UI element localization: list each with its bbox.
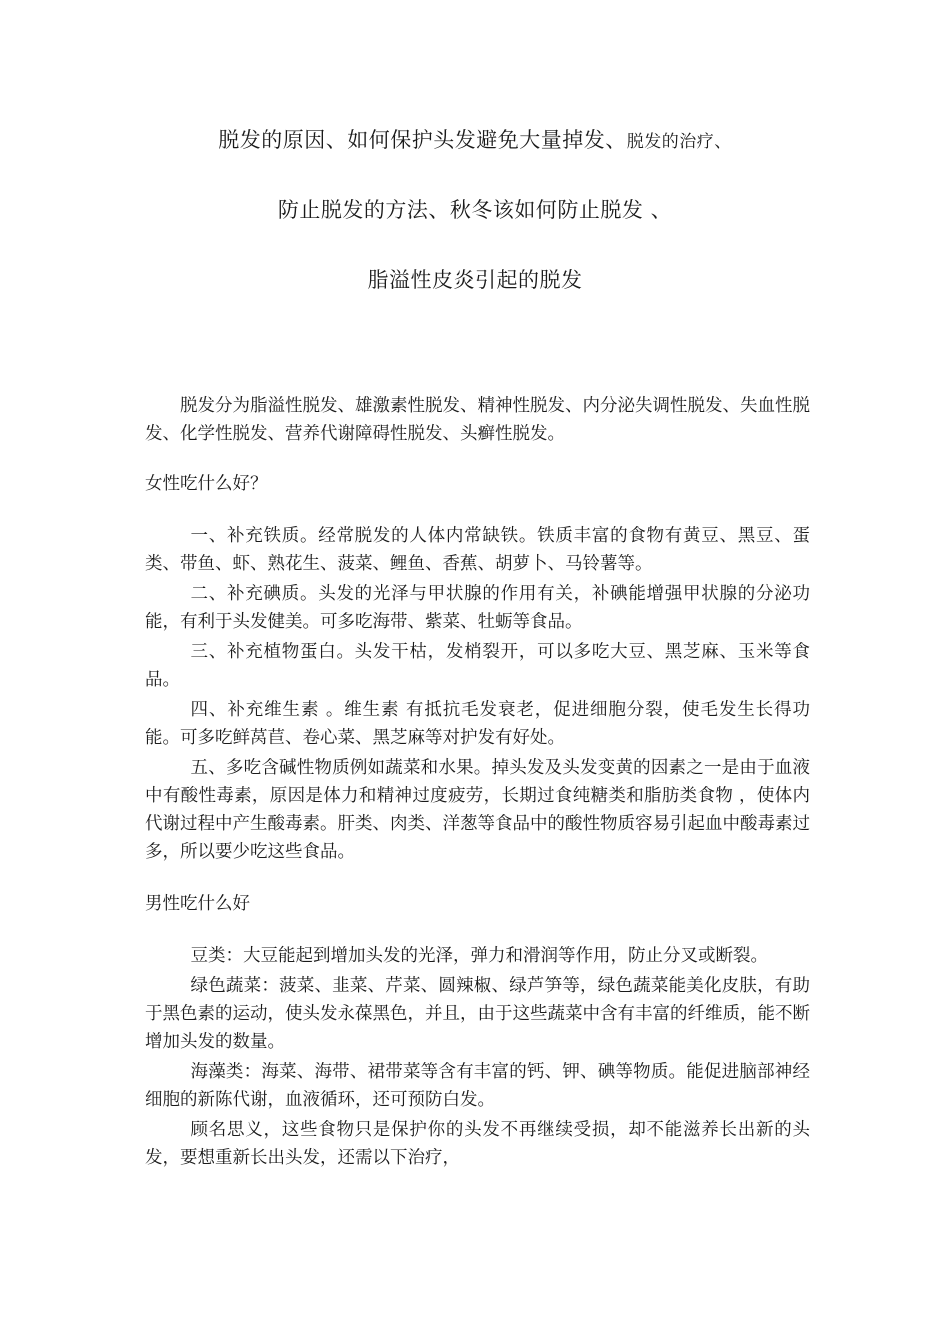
document-body: [145, 392, 810, 1172]
title-line-3: 脂溢性皮炎引起的脱发: [367, 268, 583, 292]
women-food-list: [145, 522, 810, 866]
men-food-list: [145, 942, 810, 1172]
men-heading: 男性吃什么好: [145, 894, 250, 914]
men-item-seaweed: 海藻类：海菜、海带、裙带菜等含有丰富的钙、钾、碘等物质。能促进脑部神经细胞的新陈代谢，血液循环，还可预防白发。: [145, 1062, 810, 1110]
title-line-2: 防止脱发的方法、秋冬该如何防止脱发 、: [277, 198, 673, 222]
men-item-green-vegetables: 绿色蔬菜：菠菜、韭菜、芹菜、圆辣椒、绿芦笋等，绿色蔬菜能美化皮肤，有助于黑色素的运动，使头发永葆黑色，并且，由于这些蔬菜中含有丰富的纤维质，能不断增加头发的数量。: [145, 976, 810, 1052]
title-line-1: [0, 124, 950, 154]
women-item-vitamin: 四、补充维生素 。维生素 有抵抗毛发衰老，促进细胞分裂，使毛发生长得功能。可多吃鲜莴苣、卷心菜、黑芝麻等对护发有好处。: [145, 700, 810, 748]
title-line-1-small: 脱发的治疗、: [626, 132, 732, 152]
men-item-beans: 豆类：大豆能起到增加头发的光泽，弹力和滑润等作用，防止分叉或断裂。: [190, 946, 768, 966]
women-item-iron: 一、补充铁质。经常脱发的人体内常缺铁。铁质丰富的食物有黄豆、黑豆、蛋类、带鱼、虾、熟花生、菠菜、鲤鱼、香蕉、胡萝卜、马铃薯等。: [145, 526, 810, 574]
women-item-alkaline: 五、多吃含碱性物质例如蔬菜和水果。掉头发及头发变黄的因素之一是由于血液中有酸性毒素，原因是体力和精神过度疲劳，长期过食纯糖类和脂肪类食物 ，使体内代谢过程中产生酸毒素。肝类、肉类、洋葱等食品中的酸性物质容易引起血中酸毒素过多，所以要少吃这些食品。: [145, 758, 810, 862]
men-item-conclusion: 顾名思义，这些食物只是保护你的头发不再继续受损，却不能滋养长出新的头发，要想重新长出头发，还需以下治疗，: [145, 1120, 810, 1168]
women-heading: 女性吃什么好？: [145, 474, 268, 494]
title-line-1-main: 脱发的原因、如何保护头发避免大量掉发、: [218, 128, 627, 152]
women-item-iodine: 二、补充碘质。头发的光泽与甲状腺的作用有关，补碘能增强甲状腺的分泌功能，有利于头发健美。可多吃海带、紫菜、牡蛎等食品。: [145, 584, 810, 632]
women-item-plant-protein: 三、补充植物蛋白。头发干枯，发梢裂开，可以多吃大豆、黑芝麻、玉米等食品。: [145, 642, 810, 690]
intro-paragraph: 脱发分为脂溢性脱发、雄激素性脱发、精神性脱发、内分泌失调性脱发、失血性脱发、化学性脱发、营养代谢障碍性脱发、头癣性脱发。: [145, 396, 810, 444]
